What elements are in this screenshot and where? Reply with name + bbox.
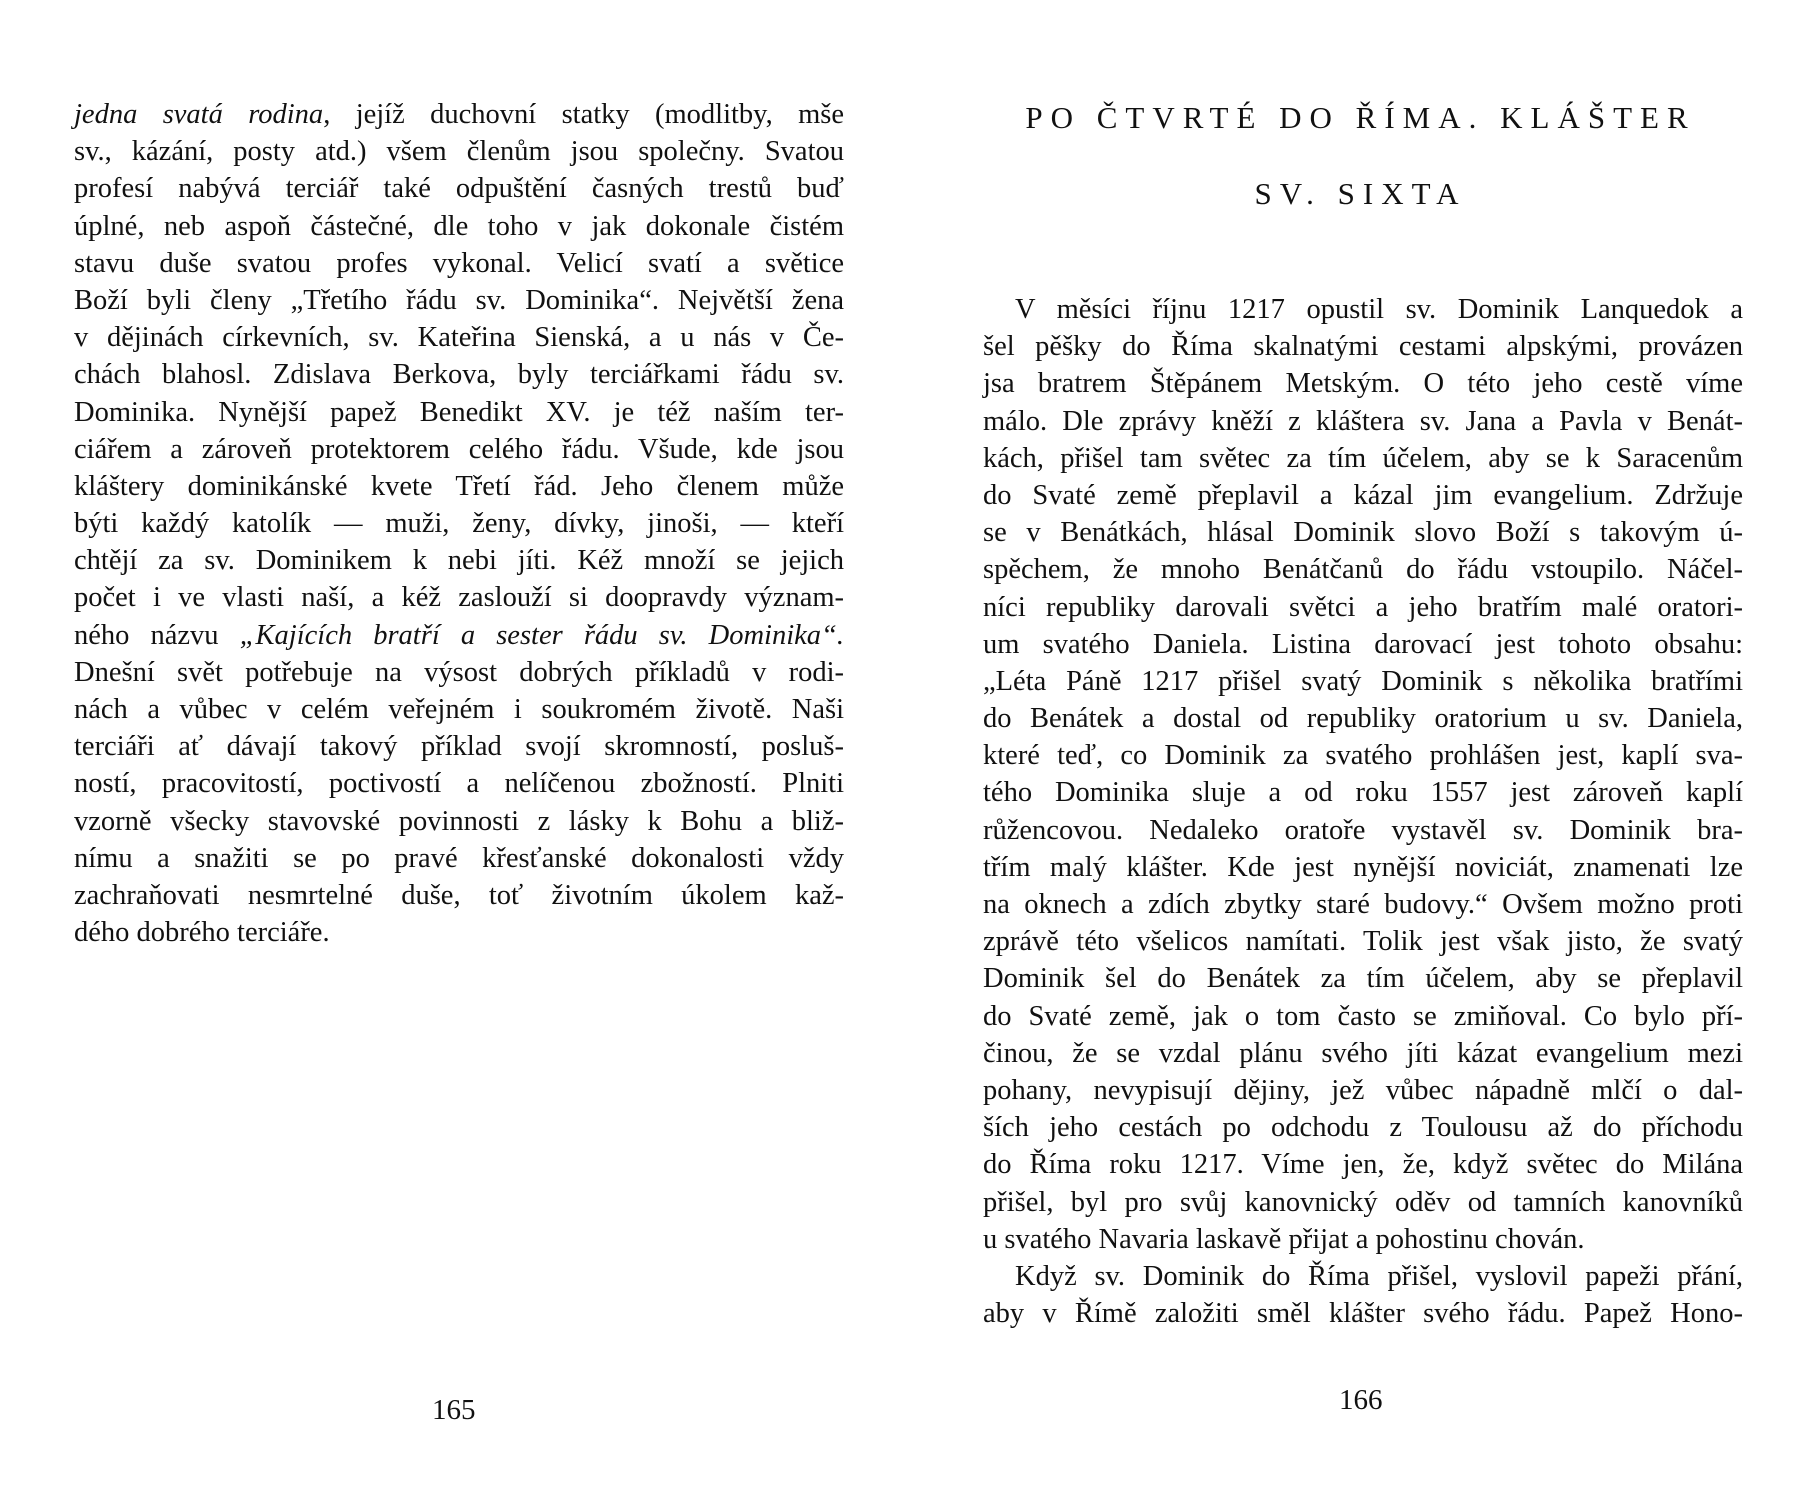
body-line: do Benátek a dostal od republiky oratorium u sv. Daniela, [983, 703, 1743, 735]
body-line [74, 654, 844, 691]
body-line [74, 914, 844, 951]
body-line: pohany, nevypisují dějiny, jež vůbec nápadně mlčí o dal- [983, 1074, 1743, 1106]
text-run: dého dobrého terciáře. [74, 917, 330, 949]
body-line: níci republiky darovali světci a jeho bratřím malé oratori- [983, 591, 1743, 623]
body-line [74, 282, 844, 319]
body-line [74, 208, 844, 245]
text-run: nímu a snažiti se po pravé křesťanské dokonalosti vždy [74, 842, 844, 874]
body-line [74, 542, 844, 579]
text-run: nách a vůbec v celém veřejném i soukromém životě. Naši [74, 694, 844, 725]
text-run: úplné, neb aspoň částečné, dle toho v jak dokonale čistém [74, 210, 844, 242]
body-line [74, 133, 844, 170]
body-line: do Svaté země přeplavil a kázal jim evangelium. Zdržuje [983, 479, 1743, 511]
text-run: počet i ve vlasti naší, a kéž zaslouží si doopravdy význam- [74, 582, 844, 614]
body-line [74, 505, 844, 542]
text-run: profesí nabývá terciář také odpuštění časných trestů buď [74, 173, 844, 205]
body-line: zprávě této všelicos namítati. Tolik jest však jisto, že svatý [983, 926, 1743, 958]
text-run: sv., kázání, posty atd.) všem členům jsou společny. Svatou [74, 136, 844, 168]
body-line: se v Benátkách, hlásal Dominik slovo Boží s takovým ú- [983, 517, 1743, 549]
text-run: v dějinách církevních, sv. Kateřina Sienská, a u nás v Če- [74, 322, 844, 354]
body-line: málo. Dle zprávy kněží z kláštera sv. Jana a Pavla v Benát- [983, 405, 1743, 437]
body-line: „Léta Páně 1217 přišel svatý Dominik s několika bratřími [983, 665, 1743, 697]
page-number: 166 [1339, 1384, 1383, 1416]
body-line [74, 394, 844, 431]
text-run: Dominika. Nynější papež Benedikt XV. je též naším ter- [74, 396, 844, 428]
text-run: ného názvu [74, 619, 240, 651]
body-line: Když sv. Dominik do Říma přišel, vyslovil papeži přání, [1015, 1260, 1743, 1292]
body-line: tého Dominika sluje a od roku 1557 jest zároveň kaplí [983, 777, 1743, 809]
body-line: V měsíci říjnu 1217 opustil sv. Dominik Lanquedok a [1015, 294, 1743, 325]
text-run: ciářem a zároveň protektorem celého řádu. Všude, kde jsou [74, 433, 844, 465]
body-line: jsa bratrem Štěpánem Metským. O této jeho cestě víme [983, 368, 1743, 400]
body-line: přišel, byl pro svůj kanovnický oděv od tamních kanovníků [983, 1186, 1743, 1218]
text-run: ností, pracovitostí, poctivostí a nelíčenou zbožností. Plniti [74, 768, 844, 800]
body-line [74, 691, 844, 728]
body-line [74, 356, 844, 393]
body-line: třím malý klášter. Kde jest nynější noviciát, znamenati lze [983, 851, 1743, 883]
body-line [74, 840, 844, 877]
text-run: kláštery dominikánské kvete Třetí řád. Jeho členem může [74, 470, 844, 502]
body-line [74, 617, 844, 654]
body-line [74, 765, 844, 802]
text-run: stavu duše svatou profes vykonal. Velicí svatí a světice [74, 247, 844, 279]
body-line [74, 803, 844, 840]
body-line [74, 431, 844, 468]
text-run: býti každý katolík — muži, ženy, dívky, jinoši, — kteří [74, 508, 844, 540]
body-line [74, 579, 844, 616]
page-number: 165 [432, 1394, 476, 1426]
body-line: spěchem, že mnoho Benátčanů do řádu vstoupilo. Náčel- [983, 554, 1743, 586]
text-run: chtějí za sv. Dominikem k nebi jíti. Kéž množí se jejich [74, 545, 844, 577]
body-line [74, 170, 844, 207]
text-run: Dnešní svět potřebuje na výsost dobrých příkladů v rodi- [74, 656, 844, 688]
text-run: Boží byli členy „Třetího řádu sv. Dominika“. Největší žena [74, 284, 844, 316]
text-run: vzorně všecky stavovské povinnosti z lásky k Bohu a bliž- [74, 805, 844, 837]
body-line [74, 468, 844, 505]
body-line: šel pěšky do Říma skalnatými cestami alpskými, provázen [983, 331, 1743, 363]
body-line: um svatého Daniela. Listina darovací jest tohoto obsahu: [983, 628, 1743, 660]
body-line: činou, že se vzdal plánu svého jíti kázat evangelium mezi [983, 1037, 1743, 1069]
body-line: do Říma roku 1217. Víme jen, že, když světec do Milána [983, 1149, 1743, 1181]
body-line: růžencovou. Nedaleko oratoře vystavěl sv. Dominik bra- [983, 814, 1743, 846]
body-line: aby v Římě založiti směl klášter svého řádu. Papež Hono- [983, 1298, 1743, 1330]
right-page [907, 0, 1814, 1500]
body-line: na oknech a zdích zbytky staré budovy.“ Ovšem možno proti [983, 889, 1743, 920]
right-page-body [983, 291, 1743, 1332]
body-line [74, 96, 844, 133]
chapter-subtitle: SV. SIXTA [1254, 176, 1467, 211]
body-line [74, 319, 844, 356]
body-line: kách, přišel tam světec za tím účelem, aby se k Saracenům [983, 442, 1743, 474]
body-line [74, 245, 844, 282]
chapter-title: PO ČTVRTÉ DO ŘÍMA. KLÁŠTER [1025, 100, 1696, 135]
italic-phrase: „Kajících bratří a sester řádu sv. Dominika“. [239, 619, 845, 651]
italic-phrase: jedna svatá rodina [74, 99, 324, 130]
body-line: u svatého Navaria laskavě přijat a pohostinu chován. [983, 1223, 1585, 1255]
text-run: terciáři ať dávají takový příklad svojí skromností, posluš- [74, 731, 844, 763]
body-line [74, 877, 844, 914]
text-run: chách blahosl. Zdislava Berkova, byly terciářkami řádu sv. [74, 359, 844, 391]
left-page-body [74, 96, 844, 951]
body-line: Dominik šel do Benátek za tím účelem, aby se přeplavil [983, 963, 1743, 995]
body-line [74, 728, 844, 765]
body-line: do Svaté země, jak o tom často se zmiňoval. Co bylo pří- [983, 1000, 1743, 1032]
body-line: které teď, co Dominik za svatého prohlášen jest, kaplí sva- [983, 740, 1743, 772]
text-run: zachraňovati nesmrtelné duše, toť životním úkolem kaž- [74, 879, 844, 911]
text-run: , jejíž duchovní statky (modlitby, mše [323, 99, 844, 130]
body-line: ších jeho cestách po odchodu z Toulousu až do příchodu [983, 1112, 1743, 1144]
